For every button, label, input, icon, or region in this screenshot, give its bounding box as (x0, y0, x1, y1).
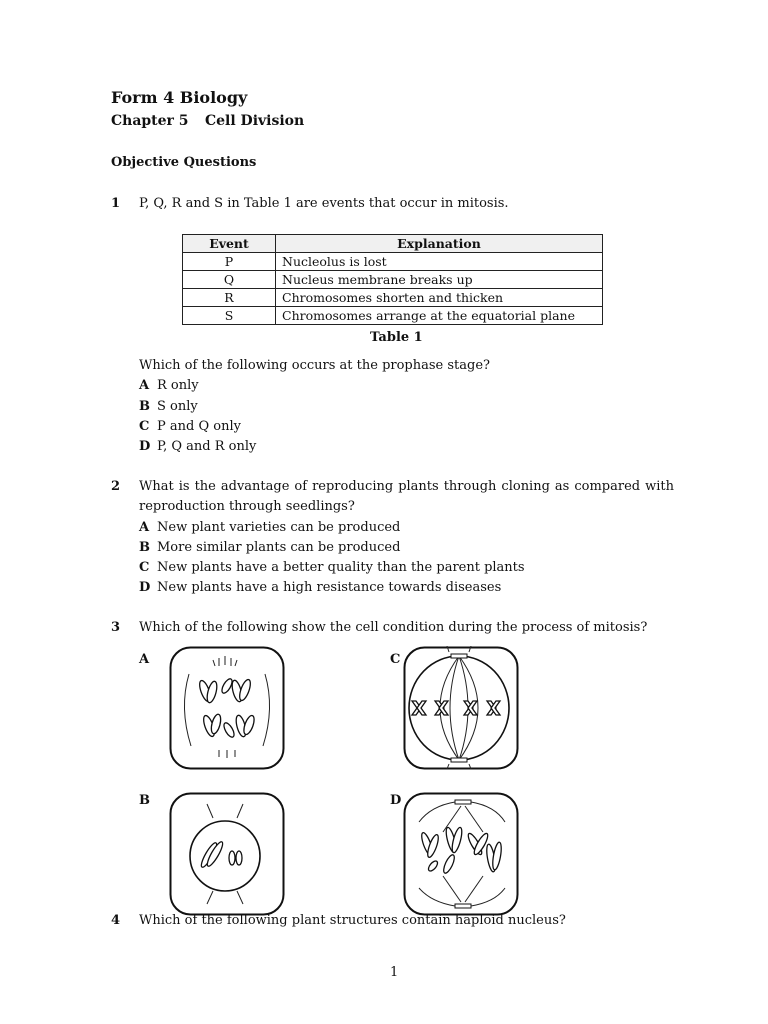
table-row (183, 253, 603, 271)
option-letter: B (139, 540, 150, 555)
diagram-label-a: A (139, 652, 150, 667)
option-text: New plants have a better quality than the parent plants (157, 560, 525, 575)
table-row (183, 307, 603, 325)
table-header-row (183, 235, 603, 253)
question-4-number: 4 (111, 913, 121, 928)
page-title: Form 4 Biology (111, 88, 248, 107)
question-3-number: 3 (111, 620, 121, 635)
question-2-text-line-1: What is the advantage of reproducing plants through cloning as compared with (139, 479, 674, 494)
cell-diagram-d[interactable] (403, 792, 519, 916)
table-row (183, 271, 603, 289)
table-cell: Nucleolus is lost (276, 253, 603, 271)
cell-diagram-c[interactable] (403, 646, 519, 770)
question-2-number: 2 (111, 479, 121, 494)
option-text: New plants have a high resistance towards diseases (157, 580, 502, 595)
cell-diagram-a[interactable] (169, 646, 285, 770)
option-c[interactable] (139, 419, 241, 434)
question-1-text: P, Q, R and S in Table 1 are events that occur in mitosis. (139, 196, 509, 211)
page-number: 1 (390, 965, 399, 980)
table-cell: Nucleus membrane breaks up (276, 271, 603, 289)
table-row (183, 289, 603, 307)
table-cell: S (183, 307, 276, 325)
option-letter: B (139, 399, 150, 414)
question-3-text: Which of the following show the cell condition during the process of mitosis? (139, 620, 648, 635)
cell-diagram-b[interactable] (169, 792, 285, 916)
option-letter: D (139, 439, 151, 454)
option-b[interactable] (139, 540, 400, 555)
option-letter: D (139, 580, 151, 595)
option-text: S only (157, 399, 198, 414)
chapter-number: Chapter 5 (111, 113, 189, 129)
option-b[interactable] (139, 399, 198, 414)
option-a[interactable] (139, 520, 400, 535)
option-d[interactable] (139, 439, 256, 454)
question-4-text: Which of the following plant structures contain haploid nucleus? (139, 913, 566, 928)
table-cell: Q (183, 271, 276, 289)
diagram-label-b: B (139, 793, 150, 808)
table-caption: Table 1 (370, 330, 423, 345)
option-text: R only (157, 378, 199, 393)
question-1-prompt: Which of the following occurs at the prophase stage? (139, 358, 491, 373)
option-text: More similar plants can be produced (157, 540, 401, 555)
option-letter: C (139, 560, 150, 575)
table-cell: P (183, 253, 276, 271)
diagram-label-c: C (390, 652, 401, 667)
option-text: P and Q only (157, 419, 241, 434)
option-letter: A (139, 378, 150, 393)
option-text: P, Q and R only (157, 439, 257, 454)
option-d[interactable] (139, 580, 501, 595)
table-header-cell: Event (183, 235, 276, 253)
option-c[interactable] (139, 560, 525, 575)
events-table (182, 234, 603, 325)
diagram-label-d: D (390, 793, 402, 808)
table-cell: R (183, 289, 276, 307)
option-letter: A (139, 520, 150, 535)
table-cell: Chromosomes shorten and thicken (276, 289, 603, 307)
chapter-name: Cell Division (205, 113, 305, 129)
option-text: New plant varieties can be produced (157, 520, 401, 535)
option-a[interactable] (139, 378, 199, 393)
question-2-text-line-2: reproduction through seedlings? (139, 499, 355, 514)
question-1-number: 1 (111, 196, 121, 211)
section-heading: Objective Questions (111, 155, 257, 170)
option-letter: C (139, 419, 150, 434)
table-header-cell: Explanation (276, 235, 603, 253)
table-cell: Chromosomes arrange at the equatorial plane (276, 307, 603, 325)
